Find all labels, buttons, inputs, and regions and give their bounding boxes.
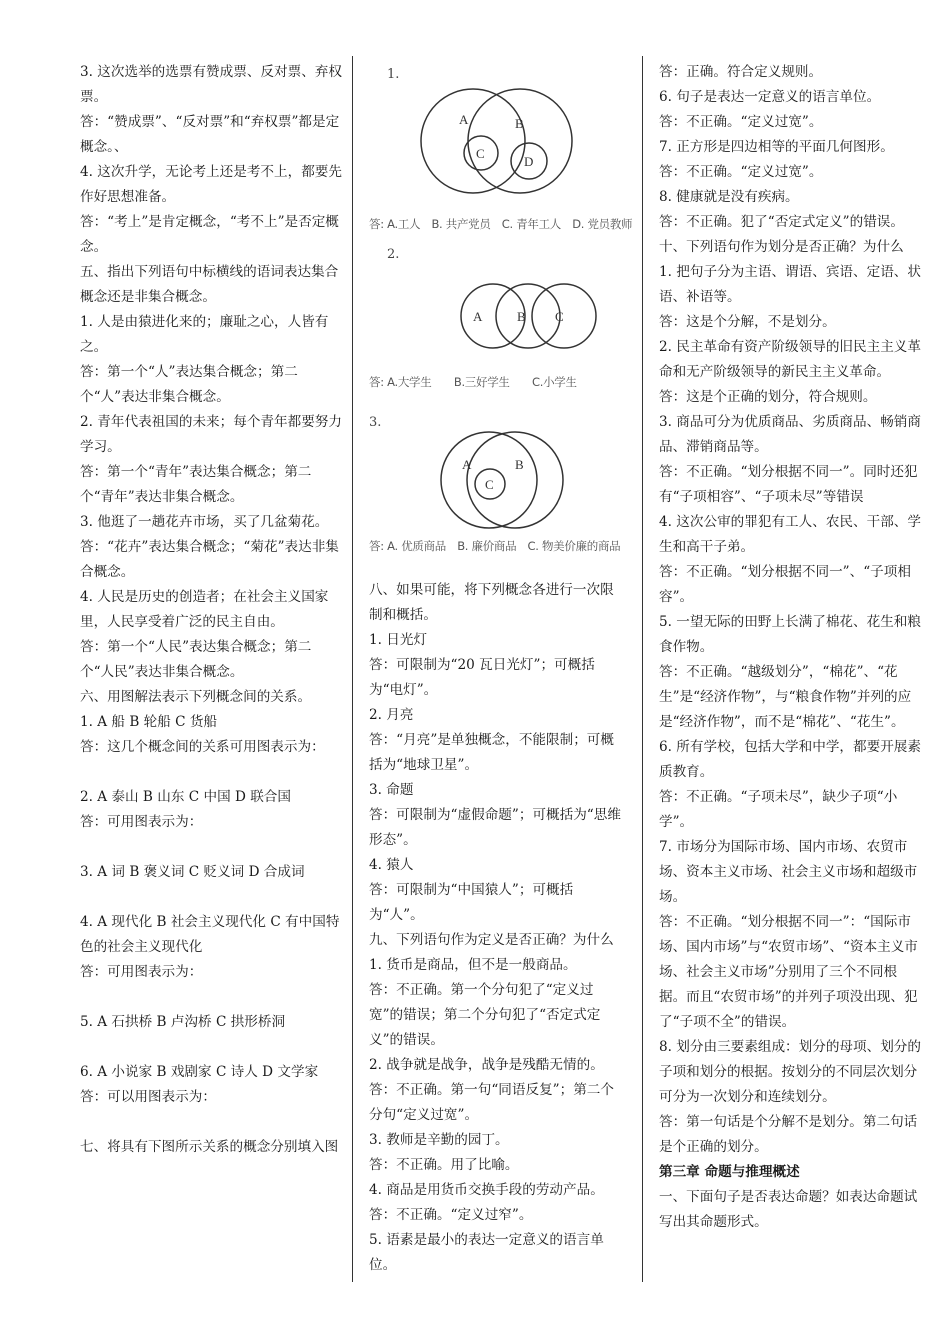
paragraph: 答：第一句话是个分解不是划分。第二句话是个正确的划分。: [659, 1114, 918, 1155]
paragraph: 答：这是个正确的划分，符合规则。: [659, 389, 877, 405]
paragraph: 1. 货币是商品，但不是一般商品。: [369, 957, 577, 973]
paragraph: 答：不正确。第一句“同语反复”；第二个分句“定义过宽”。: [369, 1082, 614, 1123]
paragraph: 答：不正确。“定义过窄”。: [369, 1207, 533, 1223]
paragraph: 3. 命题: [369, 782, 414, 798]
paragraph: 答：“考上”是肯定概念，“考不上”是否定概念。: [80, 214, 339, 255]
paragraph: 5. 语素是最小的表达一定意义的语言单位。: [369, 1232, 604, 1273]
paragraph: 答：不正确。“划分根据不同一”。同时还犯有“子项相容”、“子项未尽”等错误: [659, 464, 918, 505]
figure-number: 3.: [369, 415, 382, 430]
label-a: A: [462, 457, 472, 472]
circle-b: [496, 284, 560, 348]
paragraph: 3. 他逛了一趟花卉市场，买了几盆菊花。: [80, 514, 329, 530]
label-a: A: [473, 309, 483, 324]
column-middle: [369, 60, 633, 1278]
paragraph: 2. A 泰山 B 山东 C 中国 D 联合国: [80, 789, 291, 805]
paragraph: 4. 人民是历史的创造者；在社会主义国家里，人民享受着广泛的民主自由。: [80, 589, 329, 630]
paragraph: 答：不正确。“划分根据不同一”、“子项相容”。: [659, 564, 911, 605]
paragraph: 答：不正确。“子项未尽”，缺少子项“小学”。: [659, 789, 898, 830]
column-divider-1: [352, 56, 353, 1282]
paragraph: 答：第一个“青年”表达集合概念；第二个“青年”表达非集合概念。: [80, 464, 312, 505]
label-b: B: [515, 457, 524, 472]
paragraph: 答：“花卉”表达集合概念；“菊花”表达非集合概念。: [80, 539, 339, 580]
figure-caption: 答: A.大学生 B.三好学生 C.小学生: [369, 375, 577, 389]
paragraph: 1. 把句子分为主语、谓语、宾语、定语、状语、补语等。: [659, 264, 921, 305]
section-heading: 五、指出下列语句中标横线的语词表达集合概念还是非集合概念。: [80, 264, 339, 305]
paragraph: 1. 人是由猿进化来的；廉耻之心，人皆有之。: [80, 314, 329, 355]
figure-caption: 答: A. 优质商品 B. 廉价商品 C. 物美价廉的商品: [369, 539, 621, 553]
figure-caption: 答: A.工人 B. 共产党员 C. 青年工人 D. 党员教师: [369, 217, 633, 231]
paragraph: 答：这几个概念间的关系可用图表示为：: [80, 739, 325, 755]
paragraph: 3. A 词 B 褒义词 C 贬义词 D 合成词: [80, 864, 305, 880]
paragraph: 3. 商品可分为优质商品、劣质商品、畅销商品、滞销商品等。: [659, 414, 921, 455]
paragraph: 答：不正确。“定义过宽”。: [659, 164, 823, 180]
section-heading: 七、将具有下图所示关系的概念分别填入图: [80, 1139, 339, 1155]
paragraph: 答：正确。符合定义规则。: [659, 64, 823, 80]
paragraph: 6. 所有学校，包括大学和中学，都要开展素质教育。: [659, 739, 921, 780]
paragraph: 7. 市场分为国际市场、国内市场、农贸市场、资本主义市场、社会主义市场和超级市场。: [659, 839, 918, 905]
paragraph: 答：不正确。“定义过宽”。: [659, 114, 823, 130]
label-b: B: [515, 116, 524, 131]
section-heading: 九、下列语句作为定义是否正确？为什么: [369, 932, 614, 948]
label-c: C: [555, 309, 564, 324]
paragraph: 答：“赞成票”、“反对票”和“弃权票”都是定概念。、: [80, 114, 340, 155]
paragraph: 7. 正方形是四边相等的平面几何图形。: [659, 139, 894, 155]
paragraph: 答：可限制为“中国猿人”；可概括为“人”。: [369, 882, 574, 923]
paragraph: 6. A 小说家 B 戏剧家 C 诗人 D 文学家: [80, 1064, 319, 1080]
column-right: [659, 60, 921, 1235]
paragraph: 3. 这次选举的选票有赞成票、反对票、弃权票。: [80, 64, 342, 105]
label-c: C: [485, 477, 494, 492]
paragraph: 4. 这次公审的罪犯有工人、农民、干部、学生和高干子弟。: [659, 514, 921, 555]
paragraph: 答：“月亮”是单独概念，不能限制；可概括为“地球卫星”。: [369, 732, 614, 773]
venn-diagram-2: [369, 247, 627, 420]
paragraph: 答：可限制为“20 瓦日光灯”；可概括为“电灯”。: [369, 657, 595, 698]
venn-diagram-1: [369, 60, 633, 250]
section-heading: 八、如果可能，将下列概念各进行一次限制和概括。: [369, 582, 614, 623]
paragraph: 答：第一个“人”表达集合概念；第二个“人”表达非集合概念。: [80, 364, 298, 405]
column-left: [80, 60, 342, 1160]
paragraph: 4. 猿人: [369, 857, 414, 873]
paragraph: 1. A 船 B 轮船 C 货船: [80, 714, 218, 730]
section-heading: 十、下列语句作为划分是否正确？为什么: [659, 239, 904, 255]
paragraph: 1. 日光灯: [369, 632, 428, 648]
figure-number: 2.: [387, 247, 400, 262]
paragraph: 答：第一个“人民”表达集合概念；第二个“人民”表达非集合概念。: [80, 639, 312, 680]
figure-number: 1.: [387, 67, 400, 82]
paragraph: 5. 一望无际的田野上长满了棉花、花生和粮食作物。: [659, 614, 921, 655]
column-divider-2: [642, 56, 643, 1282]
label-d: D: [524, 154, 534, 169]
circle-b: [467, 432, 563, 528]
section-heading: 一、下面句子是否表达命题？如表达命题试写出其命题形式。: [659, 1189, 918, 1230]
paragraph: 4. 这次升学，无论考上还是考不上，都要先作好思想准备。: [80, 164, 342, 205]
paragraph: 答：可用图表示为：: [80, 964, 203, 980]
paragraph: 答：可限制为“虚假命题”；可概括为“思维形态”。: [369, 807, 621, 848]
label-a: A: [459, 112, 469, 127]
paragraph: 2. 月亮: [369, 707, 414, 723]
paragraph: 答：可以用图表示为：: [80, 1089, 216, 1105]
paragraph: 2. 民主革命有资产阶级领导的旧民主主义革命和无产阶级领导的新民主主义革命。: [659, 339, 921, 380]
paragraph: 答：不正确。用了比喻。: [369, 1157, 519, 1173]
paragraph: 答：不正确。“越级划分”，“棉花”、“花生”是“经济作物”，与“粮食作物”并列的应是“经济作物”，而不是“棉花”、“花生”。: [659, 664, 912, 730]
circle-a: [461, 284, 525, 348]
section-heading: 六、用图解法表示下列概念间的关系。: [80, 689, 312, 705]
label-c: C: [476, 146, 485, 161]
paragraph: 答：不正确。犯了“否定式定义”的错误。: [659, 214, 904, 230]
paragraph: 答：不正确。“划分根据不同一”：“国际市场、国内市场”与“农贸市场”、“资本主义市场、社会主义市场”分别用了三个不同根据。而且“农贸市场”的并列子项没出现、犯了“子项不全”的错误。: [659, 914, 918, 1030]
paragraph: 3. 教师是辛勤的园丁。: [369, 1132, 509, 1148]
paragraph: 4. 商品是用货币交换手段的劳动产品。: [369, 1182, 604, 1198]
label-b: B: [517, 309, 526, 324]
paragraph: 2. 战争就是战争，战争是残酷无情的。: [369, 1057, 604, 1073]
chapter-title: 第三章 命题与推理概述: [659, 1164, 800, 1180]
venn-diagram-3: [369, 415, 627, 578]
paragraph: 6. 句子是表达一定意义的语言单位。: [659, 89, 881, 105]
paragraph: 答：这是个分解，不是划分。: [659, 314, 836, 330]
circle-a: [421, 89, 525, 193]
paragraph: 8. 划分由三要素组成：划分的母项、划分的子项和划分的根据。按划分的不同层次划分可分为一次划分和连续划分。: [659, 1039, 921, 1105]
paragraph: 答：不正确。第一个分句犯了“定义过宽”的错误；第二个分句犯了“否定式定义”的错误。: [369, 982, 601, 1048]
paragraph: 5. A 石拱桥 B 卢沟桥 C 拱形桥洞: [80, 1014, 286, 1030]
circle-c: [532, 284, 596, 348]
paragraph: 答：可用图表示为：: [80, 814, 203, 830]
paragraph: 4. A 现代化 B 社会主义现代化 C 有中国特色的社会主义现代化: [80, 914, 340, 955]
paragraph: 8. 健康就是没有疾病。: [659, 189, 799, 205]
paragraph: 2. 青年代表祖国的未来；每个青年都要努力学习。: [80, 414, 342, 455]
